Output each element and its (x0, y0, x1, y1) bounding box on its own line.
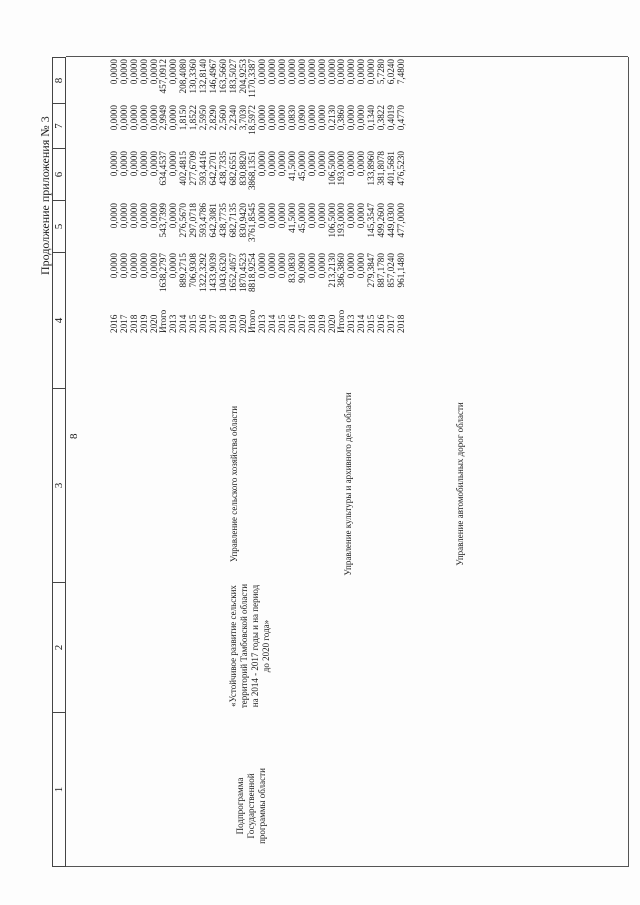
executor-roads: Управление автомобильных дорог области (455, 402, 465, 566)
column-5-values: 0,0000 0,0000 0,0000 0,0000 0,0000 543,7399 0,0000 276,5670 297,0718 593,4786 642,3081 438,7735 682,7135 830,9420 3761,8545 0,0000 0,0000 0,0000 41,5000 45,0000 0,0000 0,0000 106,5000 193,0000 0,0000 0,0000 145,3547 499,2600 449,0300 477,0000 (109, 203, 406, 243)
table-bottom-border (628, 57, 629, 867)
years-column: 2016 2017 2018 2019 2020 Итого 2013 2014 2015 2016 2017 2018 2019 2020 Итого 2013 2014 2015 2016 2017 2018 2019 2020 Итого 2013 2014 2015 2016 2017 2018 (109, 309, 406, 333)
table-right-border (66, 56, 628, 57)
subprogram-label: Подпрограмма Государственной программы области (235, 768, 267, 844)
column-header-6: 6 (52, 149, 66, 201)
column-header-1: 1 (52, 713, 66, 867)
document-heading: Продолжение приложения № 3 (38, 116, 52, 275)
program-title: «Устойчивое развитие сельских территорий Тамбовской области на 2014 - 2017 годы и на период до 2020 года» (228, 583, 271, 709)
column-header-3: 3 (52, 389, 66, 583)
column-8-values: 0,0000 0,0000 0,0000 0,0000 0,0000 457,0912 0,0000 208,4080 130,3360 132,8140 146,4967 163,5660 183,5027 204,9253 1170,3387 0,0000 0,0000 0,0000 0,0000 0,0000 0,0000 0,0000 0,0000 0,0000 0,0000 0,0000 0,0000 5,7280 6,0240 7,4800 (109, 59, 406, 98)
executor-culture: Управление культуры и архивного дела области (343, 392, 353, 576)
column-header-4: 4 (52, 253, 66, 389)
total-column: 0,0000 0,0000 0,0000 0,0000 0,0000 1638,2797 0,0000 889,2715 706,9308 1322,3292 1433,9039 1043,6320 1652,4057 1870,4523 8818,9254 0,0000 0,0000 0,0000 83,0830 90,0900 0,0000 0,0000 213,2130 386,3860 0,0000 0,0000 279,3847 887,1780 857,0240 961,1480 (109, 253, 406, 293)
column-header-5: 5 (52, 201, 66, 253)
executor-agriculture: Управление сельского хозяйства области (229, 405, 239, 563)
column-7-values: 0,0000 0,0000 0,0000 0,0000 0,0000 2,9949 0,0000 1,8150 1,8522 2,5950 2,8290 2,5600 2,2340 3,7030 18,5972 0,0000 0,0000 0,0000 0,0830 0,0900 0,0000 0,0000 0,2130 0,3860 0,0000 0,0000 0,1340 0,3822 0,4019 0,4770 (109, 105, 406, 135)
column-header-8: 8 (52, 57, 66, 104)
table-left-border (66, 866, 628, 867)
column-header-2: 2 (52, 583, 66, 713)
page-number: 8 (68, 433, 80, 439)
column-6-values: 0,0000 0,0000 0,0000 0,0000 0,0000 634,4537 0,0000 402,4815 277,6709 593,4416 642,2701 438,7335 682,6551 830,8820 3868,1351 0,0000 0,0000 0,0000 41,5000 45,0000 0,0000 0,0000 106,5000 193,0000 0,0000 0,0000 133,8960 381,8078 401,5681 476,5230 (109, 151, 406, 191)
column-header-7: 7 (52, 104, 66, 149)
